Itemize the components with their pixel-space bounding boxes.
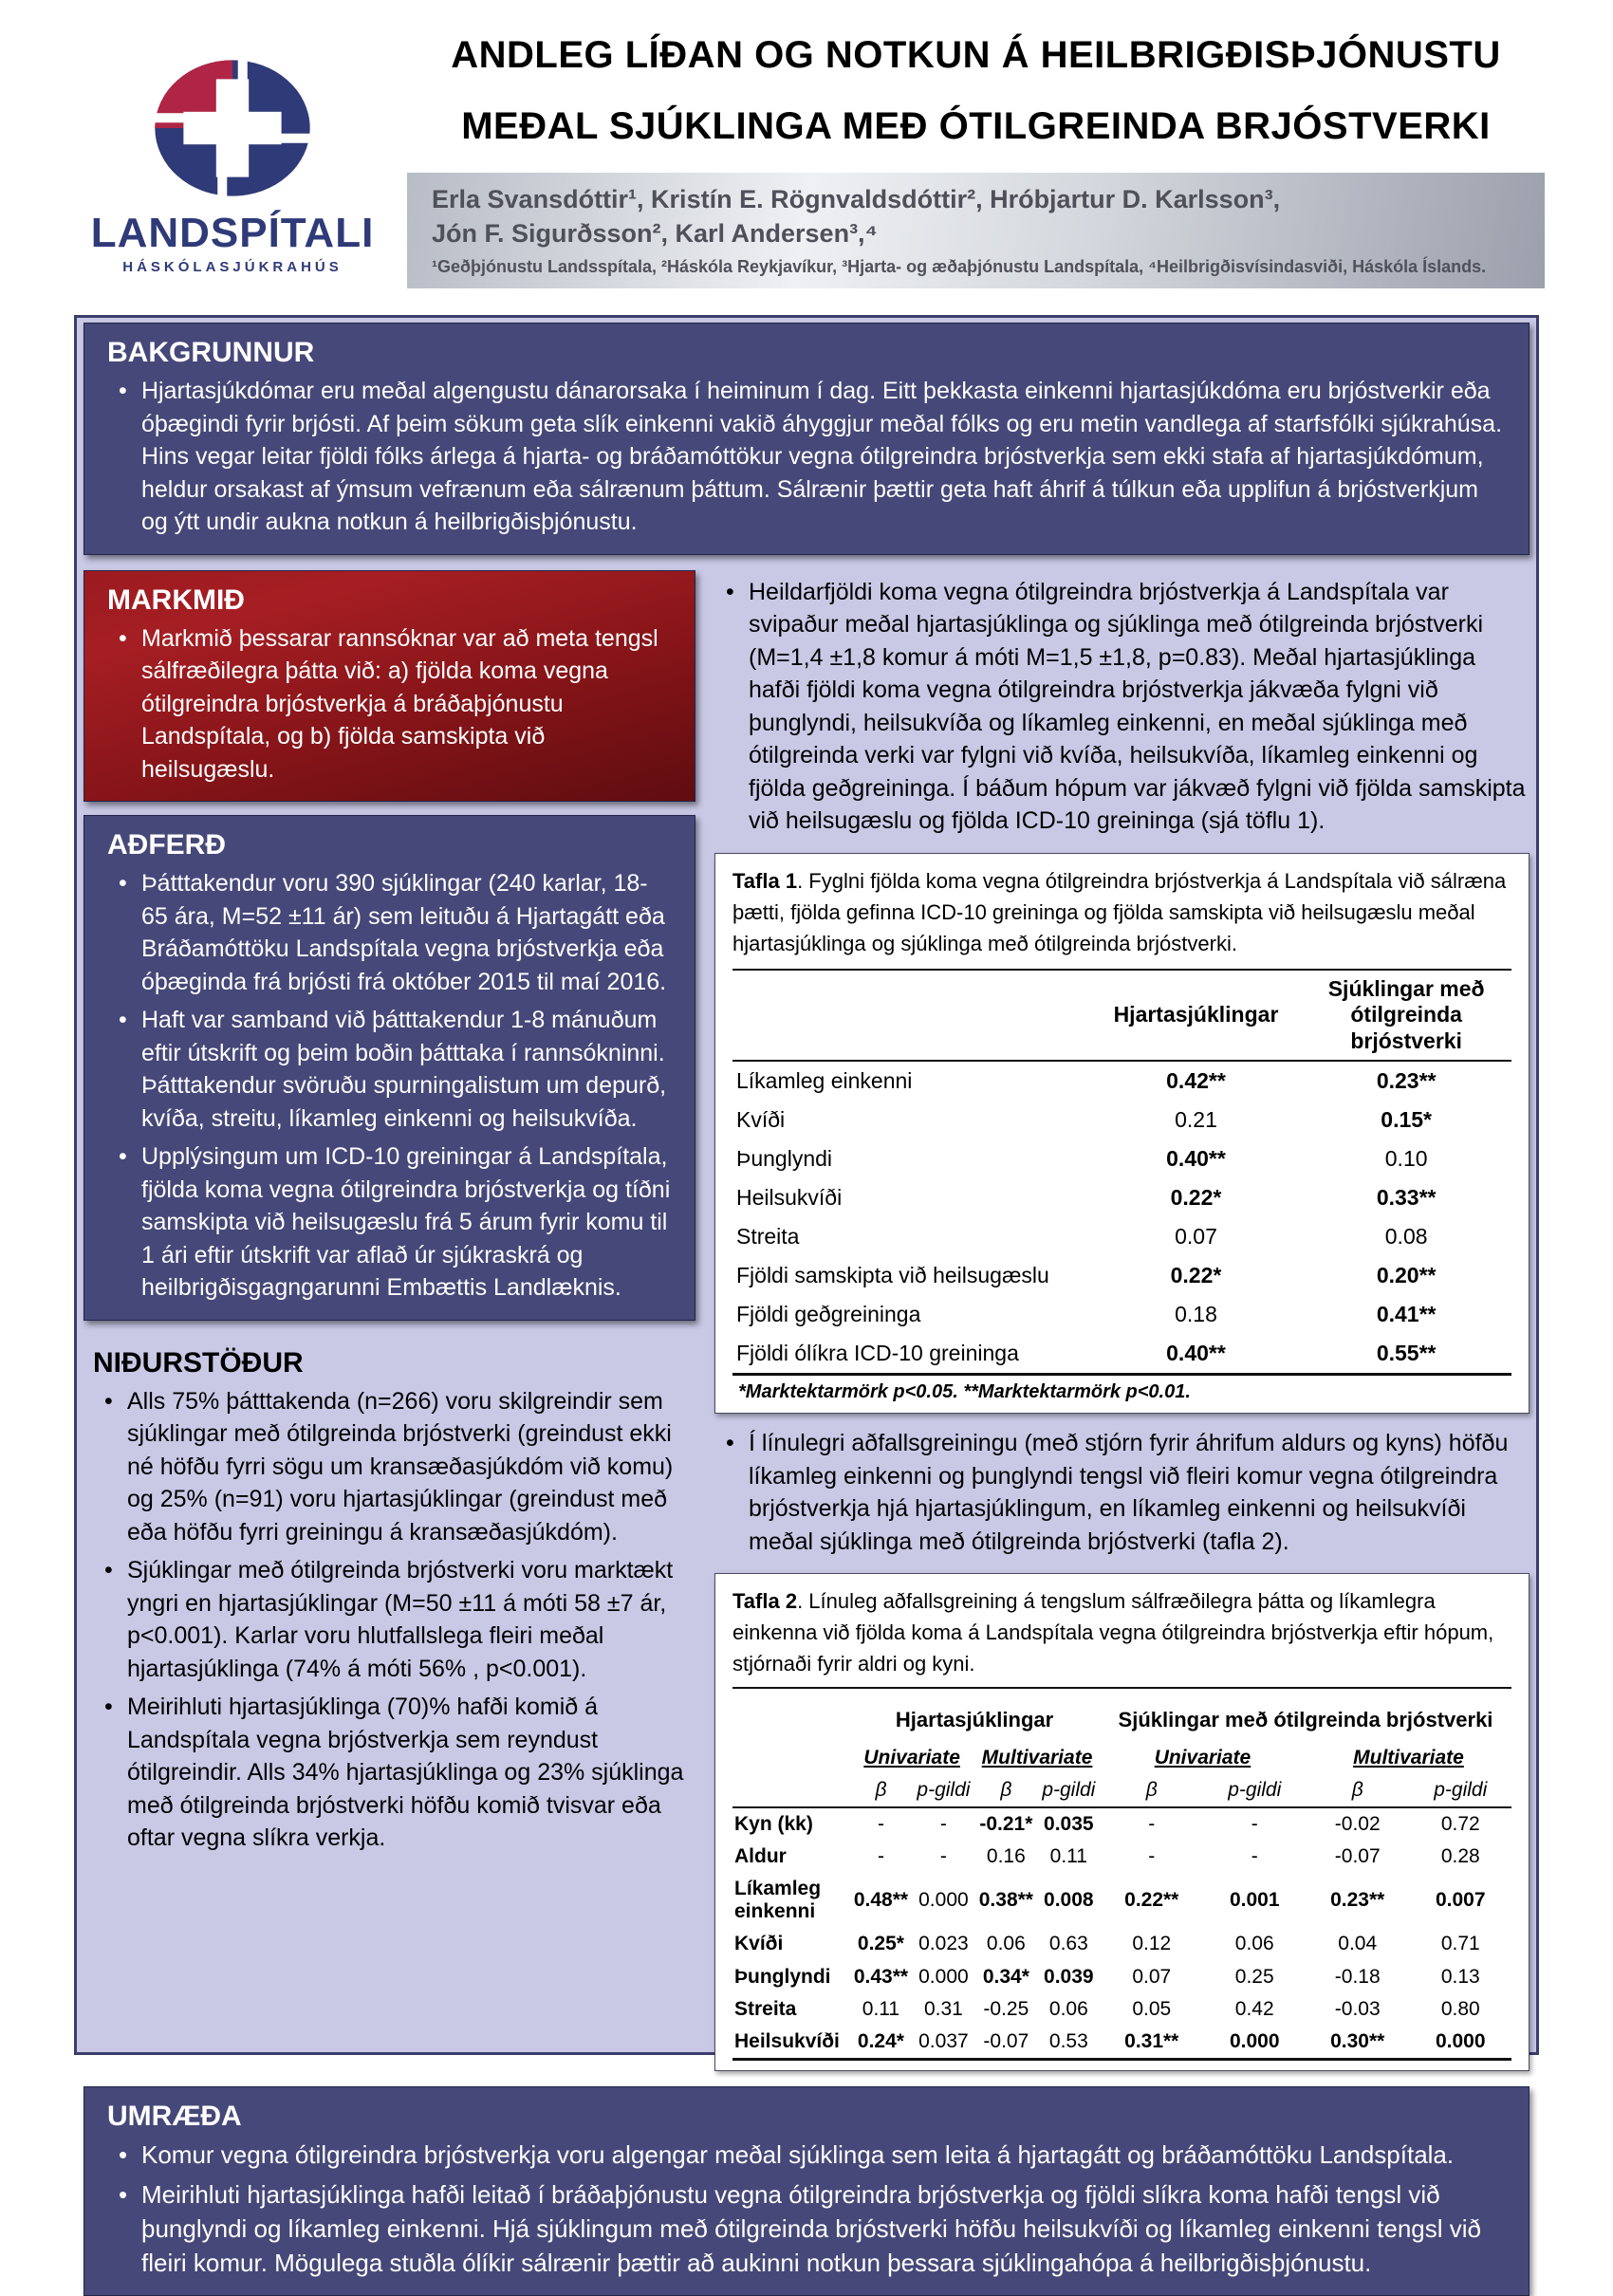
row-label: Þunglyndi bbox=[734, 1965, 831, 1988]
table-cell: 0.11 bbox=[862, 1997, 900, 2020]
table-cell: 0.11 bbox=[1049, 1845, 1087, 1867]
table-cell: 0.53 bbox=[1038, 2026, 1100, 2060]
table-cell: - bbox=[1251, 1845, 1258, 1867]
table-cell: 0.22** bbox=[1124, 1889, 1179, 1912]
section-methods bbox=[83, 815, 695, 1321]
table-cell: 0.23** bbox=[1376, 1068, 1437, 1094]
table-cell: 0.07 bbox=[1132, 1965, 1172, 1988]
poster-body bbox=[74, 315, 1539, 2277]
landspitali-cross-icon bbox=[151, 57, 314, 199]
table-cell: 0.000 bbox=[918, 1889, 969, 1912]
table1-panel bbox=[714, 853, 1530, 1415]
table-cell: 0.22* bbox=[1170, 1263, 1222, 1288]
table2 bbox=[732, 1698, 1511, 2061]
table-cell: 0.80 bbox=[1440, 1997, 1480, 2020]
table-cell: 0.000 bbox=[1410, 2026, 1512, 2060]
row-label: Líkamleg einkenni bbox=[736, 1068, 913, 1094]
table2-sub-header-row bbox=[732, 1737, 1511, 1774]
table-row bbox=[732, 1334, 1511, 1375]
authors-line2: Jón F. Sigurðsson², Karl Andersen³,⁴ bbox=[432, 219, 878, 249]
table-cell: -0.07 bbox=[974, 2026, 1038, 2060]
table-cell: 0.08 bbox=[1384, 1224, 1428, 1250]
discussion-heading: UMRÆÐA bbox=[107, 2100, 242, 2132]
table2-col-header: β bbox=[1306, 1774, 1410, 1807]
poster-title-line2: MEÐAL SJÚKLINGA MEÐ ÓTILGREINDA BRJÓSTVERKI bbox=[461, 105, 1491, 147]
methods-bullet: • Þátttakendur voru 390 sjúklingar (240 karlar, 18-65 ára, M=52 ±11 ár) sem leituðu á Hjartagátt eða Bráðamóttöku Landspítala vegna brjóstverkja eða óþæginda frá brjósti frá október 2015 til maí 2016. bbox=[107, 867, 672, 998]
table2-col-header: β bbox=[1100, 1774, 1204, 1807]
table-cell: 0.18 bbox=[1175, 1302, 1217, 1327]
header-right bbox=[375, 13, 1545, 315]
table2-col-header-row bbox=[732, 1774, 1511, 1807]
table-row bbox=[732, 1873, 1511, 1928]
header bbox=[0, 0, 1613, 315]
table-cell: 0.48** bbox=[853, 1889, 909, 1912]
table-cell: -0.18 bbox=[1334, 1965, 1381, 1988]
table-cell: 0.008 bbox=[1044, 1889, 1094, 1912]
table-row bbox=[732, 2026, 1511, 2060]
table-cell: 0.10 bbox=[1384, 1146, 1428, 1172]
row-label: Streita bbox=[734, 1997, 797, 2020]
table-cell: 0.06 bbox=[986, 1933, 1026, 1955]
table-cell: - bbox=[1148, 1812, 1156, 1835]
logo-name: LANDSPÍTALI bbox=[90, 210, 375, 256]
table-cell: 0.22* bbox=[1170, 1185, 1222, 1211]
table2-group-header: Hjartasjúklingar bbox=[895, 1708, 1054, 1732]
table1-caption-label: Tafla 1 bbox=[732, 868, 798, 893]
section-aims bbox=[83, 570, 695, 803]
logo-subtitle: HÁSKÓLASJÚKRAHÚS bbox=[122, 259, 343, 275]
table-cell: 0.43** bbox=[853, 1965, 909, 1988]
results-bullet: • Meirihluti hjartasjúklinga (70)% hafði komið á Landspítala vegna brjóstverkja sem reyndust ótilgreindir. Alls 34% hjartasjúklinga og 23% sjúklinga með ótilgreinda brjóstverki höfðu komið tvisvar eða oftar vegna slíkra verkja. bbox=[93, 1691, 688, 1855]
results-right-bullet2: • Í línulegri aðfallsgreiningu (með stjórn fyrir áhrifum aldurs og kyns) höfðu líkamleg einkenni og þunglyndi tengsl við fleiri komur vegna ótilgreindra brjóstverkja hjá hjartasjúklingum, en líkamleg einkenni og heilsukvíði meðal sjúklinga með ótilgreinda brjóstverki (tafla 2). bbox=[714, 1427, 1530, 1558]
table1-footnote: *Marktektarmörk p<0.05. **Marktektarmörk p<0.01. bbox=[738, 1381, 1191, 1403]
discussion-bullet: • Komur vegna ótilgreindra brjóstverkja voru algengar meðal sjúklinga sem leita á hjartagátt og bráðamóttöku Landspítala. bbox=[107, 2139, 1506, 2173]
table-cell: 0.41** bbox=[1376, 1302, 1437, 1327]
table2-header-empty bbox=[732, 1698, 849, 1736]
row-label: Heilsukvíði bbox=[732, 2026, 849, 2060]
section-discussion bbox=[83, 2086, 1530, 2296]
row-label: Heilsukvíði bbox=[736, 1185, 843, 1211]
table-row bbox=[732, 1061, 1511, 1101]
table-cell: 0.023 bbox=[918, 1933, 969, 1955]
table2-sub-header: Univariate bbox=[1154, 1746, 1251, 1768]
table-row bbox=[732, 1928, 1511, 1960]
row-label: Kyn (kk) bbox=[734, 1812, 813, 1835]
table-cell: 0.13 bbox=[1440, 1965, 1480, 1988]
table1-header-empty bbox=[732, 970, 1091, 1062]
table-cell: 0.21 bbox=[1175, 1107, 1217, 1133]
table-row bbox=[732, 1178, 1511, 1217]
row-label: Aldur bbox=[734, 1845, 787, 1867]
row-label: Fjöldi geðgreininga bbox=[736, 1302, 921, 1327]
aims-heading: MARKMIÐ bbox=[107, 583, 245, 616]
methods-bullet: • Haft var samband við þátttakendur 1-8 mánuðum eftir útskrift og þeim boðin þátttaka í rannsókninni. Þátttakendur svöruðu spurningalistum um depurð, kvíða, streitu, líkamleg einkenni og heilsukvíða. bbox=[107, 1004, 672, 1135]
table-row bbox=[732, 1139, 1511, 1178]
table2-caption-label: Tafla 2 bbox=[732, 1589, 798, 1614]
table1-header-col1: Hjartasjúklingar bbox=[1091, 970, 1302, 1062]
discussion-bullet: • Meirihluti hjartasjúklinga hafði leitað í bráðaþjónustu vegna ótilgreindra brjóstverkja og fjöldi slíkra koma hafði tengsl við þunglyndi og líkamleg einkenni. Hjá sjúklingum með ótilgreinda brjóstverki höfðu heilsukvíði og líkamleg einkenni tengsl við fleiri komur. Mögulega stuðla ólíkir sálrænir þættir að aukinni notkun þessara sjúklingahópa á heilbrigðisþjónustu. bbox=[107, 2178, 1506, 2281]
table-cell: 0.05 bbox=[1132, 1997, 1172, 2020]
table2-col-header: p-gildi bbox=[1038, 1774, 1100, 1807]
table-cell: 0.31** bbox=[1100, 2026, 1204, 2060]
row-label: Kvíði bbox=[736, 1107, 786, 1133]
table1-header-row bbox=[732, 970, 1511, 1062]
table2-col-header: β bbox=[974, 1774, 1038, 1807]
section-results bbox=[83, 1338, 695, 1855]
table-cell: - bbox=[877, 1812, 884, 1835]
table-cell: -0.21* bbox=[979, 1812, 1033, 1835]
table-row bbox=[732, 1993, 1511, 2026]
table-cell: 0.24* bbox=[849, 2026, 913, 2060]
table2-sub-header: Multivariate bbox=[981, 1746, 1093, 1768]
row-label: Streita bbox=[736, 1224, 800, 1250]
table2-caption bbox=[732, 1585, 1511, 1689]
table-cell: 0.28 bbox=[1440, 1845, 1480, 1867]
table-cell: 0.06 bbox=[1048, 1997, 1088, 2020]
author-box bbox=[407, 173, 1545, 288]
row-label: Þunglyndi bbox=[736, 1146, 833, 1172]
table-cell: -0.25 bbox=[983, 1997, 1029, 2020]
table-cell: 0.42** bbox=[1166, 1068, 1226, 1094]
left-column bbox=[83, 570, 695, 2071]
table1-header-col2: Sjúklingar með ótilgreinda brjóstverki bbox=[1301, 970, 1511, 1062]
table-cell: 0.035 bbox=[1044, 1812, 1094, 1835]
table-row bbox=[732, 1841, 1511, 1873]
table-cell: 0.55** bbox=[1301, 1334, 1511, 1375]
table2-col-header: β bbox=[849, 1774, 913, 1807]
poster-title-line1: ANDLEG LÍÐAN OG NOTKUN Á HEILBRIGÐISÞJÓNUSTU bbox=[451, 34, 1501, 76]
table-row bbox=[732, 1256, 1511, 1295]
table-cell: 0.15* bbox=[1381, 1107, 1433, 1133]
affiliations: ¹Geðþjónustu Landsspítala, ²Háskóla Reykjavíkur, ³Hjarta- og æðaþjónustu Landspítala, ⁴Heilbrigðisvísindasviði, Háskóla Íslands. bbox=[432, 256, 1487, 276]
table-row bbox=[732, 1101, 1511, 1139]
authors-line1: Erla Svansdóttir¹, Kristín E. Rögnvaldsdóttir², Hróbjartur D. Karlsson³, bbox=[432, 185, 1281, 213]
table-cell: 0.25* bbox=[857, 1933, 904, 1955]
landspitali-logo bbox=[90, 13, 375, 315]
right-column bbox=[714, 570, 1530, 2071]
table1-caption-text: . Fyglni fjölda koma vegna ótilgreindra brjóstverkja á Landspítala við sálræna þætti, fjölda gefinna ICD-10 greininga og fjölda samskipta við heilsugæslu meðal hjartasjúklinga og sjúklinga með ótilgreinda brjóstverki. bbox=[732, 868, 1507, 955]
results-right-bullet1: • Heildarfjöldi koma vegna ótilgreindra brjóstverkja á Landspítala var svipaður meðal hjartasjúklinga og sjúklinga með ótilgreinda brjóstverki (M=1,4 ±1,8 komur á móti M=1,5 ±1,8, p=0.83). Meðal hjartasjúklinga hafði fjöldi koma vegna ótilgreindra brjóstverkja jákvæða fylgni við þunglyndi, heilsukvíða og líkamleg einkenni, en meðal sjúklinga með ótilgreinda verki var fylgni við kvíða, heilsukvíða, líkamleg einkenni og fjölda geðgreininga. Í báðum hópum var jákvæð fylgni við fjölda samskipta við heilsugæslu og fjölda ICD-10 greininga (sjá töflu 1). bbox=[714, 576, 1530, 838]
row-label: Líkamleg einkenni bbox=[734, 1878, 822, 1923]
table-cell: 0.40** bbox=[1166, 1146, 1226, 1172]
table-cell: 0.12 bbox=[1132, 1933, 1172, 1955]
table-cell: 0.16 bbox=[986, 1845, 1026, 1867]
two-column-area bbox=[83, 570, 1530, 2071]
results-heading: NIÐURSTÖÐUR bbox=[93, 1346, 304, 1379]
table-cell: 0.63 bbox=[1048, 1933, 1088, 1955]
table2-header-empty bbox=[732, 1737, 849, 1774]
table-cell: - bbox=[939, 1845, 947, 1867]
table-cell: 0.71 bbox=[1440, 1933, 1480, 1955]
table2-caption-text: . Línuleg aðfallsgreining á tengslum sálfræðilegra þátta og líkamlegra einkenna við fjölda koma á Landspítala vegna ótilgreindra brjóstverkja eftir hópum, stjórnaði fyrir aldri og kyni. bbox=[732, 1589, 1494, 1676]
table-cell: 0.07 bbox=[1175, 1224, 1217, 1250]
table2-panel bbox=[714, 1573, 1530, 2071]
table-cell: 0.30** bbox=[1306, 2026, 1410, 2060]
table2-col-header: p-gildi bbox=[1204, 1774, 1306, 1807]
table-cell: 0.20** bbox=[1376, 1263, 1437, 1288]
table-cell: - bbox=[877, 1845, 884, 1867]
section-background bbox=[83, 323, 1530, 555]
table-cell: 0.34* bbox=[982, 1965, 1029, 1988]
table-cell: 0.000 bbox=[918, 1965, 969, 1988]
background-heading: BAKGRUNNUR bbox=[107, 337, 315, 368]
row-label: Kvíði bbox=[734, 1933, 784, 1955]
methods-heading: AÐFERÐ bbox=[107, 829, 226, 861]
table-cell: -0.07 bbox=[1334, 1845, 1381, 1867]
table1 bbox=[732, 969, 1511, 1377]
table-cell: 0.039 bbox=[1044, 1965, 1094, 1988]
table2-group-header: Sjúklingar með ótilgreinda brjóstverki bbox=[1118, 1708, 1493, 1732]
results-bullet: • Sjúklingar með ótilgreinda brjóstverki voru marktækt yngri en hjartasjúklingar (M=50 ±11 á móti 58 ±7 ár, p<0.001). Karlar voru hlutfallslega fleiri meðal hjartasjúklinga (74% á móti 56% , p<0.001). bbox=[93, 1554, 688, 1685]
table-cell: 0.06 bbox=[1234, 1933, 1274, 1955]
results-bullet: • Alls 75% þátttakenda (n=266) voru skilgreindir sem sjúklingar með ótilgreinda brjóstverki (greindust ekki né höfðu fyrri sögu um kransæðasjúkdóm við komu) og 25% (n=91) voru hjartasjúklingar (greindust með eða höfðu fyrri greiningu á kransæðasjúkdóm). bbox=[93, 1385, 688, 1549]
background-bullet: • Hjartasjúkdómar eru meðal algengustu dánarorsaka í heiminum í dag. Eitt þekkasta einkenni hjartasjúkdóma eru brjóstverkir eða óþægindi fyrir brjósti. Af þeim sökum geta slík einkenni vakið áhyggjur meðal fólks og eru metin vandlega af starfsfólki sjúkrahúsa. Hins vegar leitar fjöldi fólks árlega á hjarta- og bráðamóttökur vegna ótilgreindra brjóstverkja sem ekki stafa af hjartasjúkdómum, heldur orsakast af ýmsum vefrænum eða sálrænum þáttum. Sálrænir þættir geta haft áhrif á túlkun eða upplifun á brjóstverkjum og ýtt undir aukna notkun á heilbrigðisþjónustu. bbox=[107, 375, 1506, 539]
table2-col-header: p-gildi bbox=[1410, 1774, 1512, 1807]
table1-caption bbox=[732, 865, 1511, 959]
table-cell: 0.33** bbox=[1376, 1185, 1437, 1211]
table-row bbox=[732, 1961, 1511, 1993]
table-cell: 0.000 bbox=[1204, 2026, 1306, 2060]
table-cell: 0.38** bbox=[978, 1889, 1033, 1912]
methods-bullet: • Upplýsingum um ICD-10 greiningar á Landspítala, fjölda koma vegna ótilgreindra brjóstverkja og tíðni samskipta við heilsugæslu frá 5 árum fyrir komu til 1 ári eftir útskrift var aflað úr sjúkraskrá og heilbrigðisgagngarunni Embættis Landlæknis. bbox=[107, 1140, 672, 1305]
table-cell: - bbox=[1251, 1812, 1258, 1835]
table-cell: 0.40** bbox=[1091, 1334, 1302, 1375]
table2-col-header: p-gildi bbox=[913, 1774, 974, 1807]
table2-group-header-row bbox=[732, 1698, 1511, 1736]
table-cell: 0.23** bbox=[1330, 1889, 1385, 1912]
table-cell: 0.42 bbox=[1234, 1997, 1274, 2020]
table-row bbox=[732, 1807, 1511, 1841]
table-cell: -0.03 bbox=[1334, 1997, 1381, 2020]
table-row bbox=[732, 1295, 1511, 1334]
row-label: Fjöldi ólíkra ICD-10 greininga bbox=[732, 1334, 1091, 1375]
table-row bbox=[732, 1217, 1511, 1256]
table2-header-empty bbox=[732, 1774, 849, 1807]
table-cell: 0.25 bbox=[1234, 1965, 1274, 1988]
table-cell: - bbox=[939, 1812, 947, 1835]
table-cell: 0.31 bbox=[923, 1997, 963, 2020]
table-cell: 0.007 bbox=[1435, 1889, 1486, 1912]
row-label: Fjöldi samskipta við heilsugæslu bbox=[736, 1263, 1049, 1288]
table2-sub-header: Univariate bbox=[863, 1746, 960, 1768]
table-cell: 0.72 bbox=[1440, 1812, 1480, 1835]
aims-bullet: • Markmið þessarar rannsóknar var að meta tengsl sálfræðilegra þátta við: a) fjölda koma vegna ótilgreindra brjóstverkja á bráðaþjónustu Landspítala, og b) fjölda samskipta við heilsugæslu. bbox=[107, 622, 672, 787]
table2-sub-header: Multivariate bbox=[1353, 1746, 1464, 1768]
table-cell: -0.02 bbox=[1334, 1812, 1381, 1835]
table-cell: 0.04 bbox=[1338, 1933, 1378, 1955]
table-cell: - bbox=[1148, 1845, 1156, 1867]
table-cell: 0.037 bbox=[913, 2026, 974, 2060]
table-cell: 0.001 bbox=[1229, 1889, 1280, 1912]
